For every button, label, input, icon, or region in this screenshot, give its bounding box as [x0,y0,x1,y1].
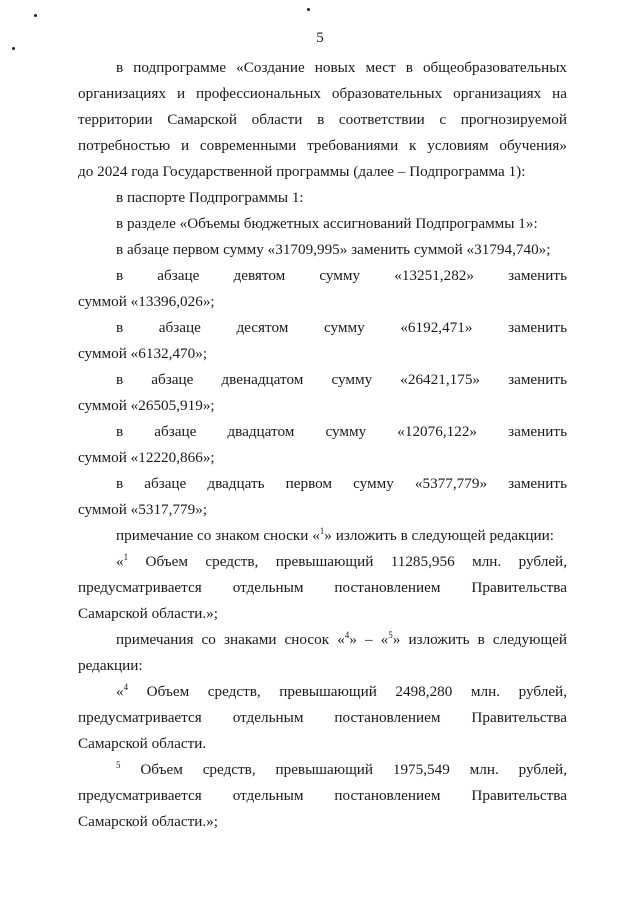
text-line: Самарской области. [78,735,207,752]
text-line: «$^4$ Объем средств, превышающий 2498,280 млн. рублей, [116,682,567,700]
text-line: Самарской области.»; [78,605,218,622]
text-line: территории Самарской области в соответствии с прогнозируемой [78,111,567,128]
text-line: Самарской области.»; [78,813,218,830]
scan-speck [12,47,15,50]
text-line: в абзаце двадцатом сумму «12076,122» заменить [116,423,567,440]
text-line: в абзаце двадцать первом сумму «5377,779» заменить [116,475,567,492]
text-line: организациях и профессиональных образовательных организациях на [78,85,567,102]
text-line: в абзаце девятом сумму «13251,282» заменить [116,267,567,284]
text-line: примечание со знаком сноски «$^1$» изложить в следующей редакции: [116,526,555,544]
scan-speck [34,14,37,17]
text-line: «$^1$ Объем средств, превышающий 11285,956 млн. рублей, [116,552,567,570]
scan-speck [307,8,310,11]
text-line: в абзаце двенадцатом сумму «26421,175» заменить [116,371,567,388]
text-line: суммой «26505,919»; [78,397,215,414]
page-number: 5 [316,30,324,46]
text-line: предусматривается отдельным постановлением Правительства [78,709,567,726]
text-line: суммой «13396,026»; [78,293,215,310]
text-line: суммой «6132,470»; [78,345,208,362]
text-line: редакции: [78,657,143,674]
text-line: в абзаце первом сумму «31709,995» заменить суммой «31794,740»; [116,241,551,258]
text-line: в абзаце десятом сумму «6192,471» заменить [116,319,567,336]
text-line: суммой «12220,866»; [78,449,215,466]
text-line: потребностью и современными требованиями к условиям обучения» [78,137,567,154]
text-line: в подпрограмме «Создание новых мест в общеобразовательных [116,59,567,76]
text-line: суммой «5317,779»; [78,501,208,518]
text-line: примечания со знаками сносок «$^4$» – «$^5$» изложить в следующей [116,630,568,648]
text-line: в паспорте Подпрограммы 1: [116,189,304,206]
text-line: $^5$ Объем средств, превышающий 1975,549 млн. рублей, [116,760,567,778]
text-line: в разделе «Объемы бюджетных ассигнований Подпрограммы 1»: [116,215,538,232]
text-line: предусматривается отдельным постановлением Правительства [78,579,567,596]
text-line: предусматривается отдельным постановлением Правительства [78,787,567,804]
text-line: до 2024 года Государственной программы (далее – Подпрограмма 1): [78,163,526,180]
